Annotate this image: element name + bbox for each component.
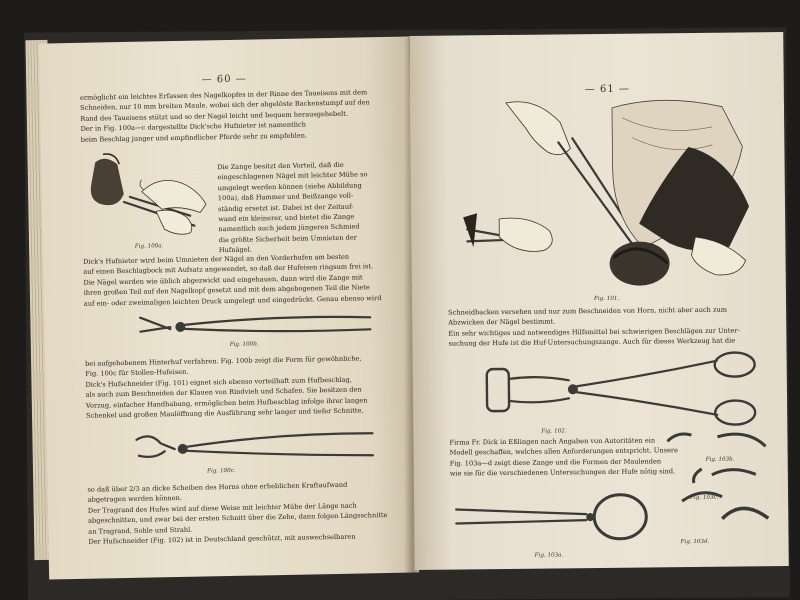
caption-fig-103b: Fig. 103b.: [705, 456, 735, 463]
caption-fig-100c: Fig. 100c.: [207, 467, 236, 475]
caption-fig-100a: Fig. 100a.: [134, 243, 164, 250]
paragraph-after-b: bei aufgehobenem Hinterhuf verfahren. Fig. 100b zeigt die Form für gewöhnliche, Fig. 100c für Stollen-Hufeisen. Dick's Hufschneider (Fig. 101) eignet sich ebenso vorteilhaft zum Hufbeschlag, als auch zum Beschneiden der Klauen von Rindvieh und Schafen. Sie besitzen den Vorzug, einfacher Handhabung, ermöglichen beim Hufbeschlag infolge ihrer langen Schenkel und großen Maulöffnung die Ausführung sehr langer und tiefer Schnitte,: [84, 354, 368, 420]
left-page: [39, 36, 419, 579]
paragraph-beside-fig: Die Zange besitzt den Vorteil, daß die eingeschlagenen Nägel mit leichter Mühe so umgelegt werden können (siehe Abbildung 100a), daß Hammer und Beißzange voll- ständig ersetzt ist. Dabei ist der Zeitauf- wand ein kleinerer, und bietet die Zange namentlich auch jedem jüngeren Schmied die größte Sicherheit beim Umnieten der Hufnägel.: [217, 160, 368, 255]
figure-101-illustration: [462, 96, 764, 295]
paragraph-bottom: so daß über 2/3 an dicke Scheiben des Horns ohne erheblichen Kraftaufwand abgetragen werden können. Der Tragrand des Hufes wird auf diese Weise mit leichter Mühe der Länge nach abgeschnitten, und zwar bei der ersten Schnitt über die Zehe, dann folgen Längsschnitte an Tragrand, Sohle und Strahl. Der Hufschneider (Fig. 102) ist in Deutschland geschützt, mit auswechselbaren: [87, 480, 388, 546]
paragraph-top: ermöglicht ein leichtes Erfassen des Nagelkopfes in der Rinne des Taueisens mit dem Schneiden, nur 10 mm breiten Maule, wobei sich der abgelöste Backenstumpf auf den Rand des Taueisens stützt und so der Nagel leicht und bequem herausgehebelt. Der in Fig. 100a—c dargestellte Dick'sche Hufnieter ist namentlich beim Beschlag junger und empfindlicher Pferde sehr zu empfehlen.: [79, 88, 370, 144]
right-page: [409, 32, 789, 570]
figure-103-jaw-shapes: [661, 426, 772, 547]
caption-fig-101: Fig. 101.: [593, 295, 620, 303]
page-number: — 61 —: [584, 83, 630, 96]
caption-fig-103c: Fig. 103c.: [690, 494, 719, 502]
caption-fig-100b: Fig. 100b.: [229, 341, 259, 348]
figure-103a-tongs: [452, 481, 653, 555]
caption-fig-102: Fig. 102.: [541, 428, 567, 435]
caption-fig-103d: Fig. 103d.: [680, 538, 710, 546]
figure-100a-illustration: [83, 140, 215, 247]
figure-100c-pincers: [130, 417, 381, 472]
page-number: — 60 —: [201, 73, 247, 86]
paragraph-mid: Dick's Hufnieter wird beim Umnieten der Nägel an den Vorderhufen am besten auf einen Beschlagbock mit Aufsatz angewendet, so daß der Hufeisen ringsum frei ist. Die Nägel werden wie üblich abgezwickt und eingehauen, dann wird die Zange mit ihren großen Teil auf den Nagelkopf gesetzt und mit dem abgebogenen Teil die Niete auf ein- oder zweimaligen leichten Druck umgelegt und eingedrückt. Genau ebenso wird: [83, 252, 382, 308]
paragraph-beside-fig: Firma Fr. Dick in Eßlingen nach Angaben von Autoritäten ein Modell geschaffen, welches allen Anforderungen entspricht. Unsere Fig. 103a—d zeigt diese Zange und die Formen der Maulenden wie sie für die verschiedenen Untersuchungen der Hufe nötig sind.: [449, 436, 678, 478]
paragraph-top: Schneidbacken versehen und nur zum Beschneiden von Horn, nicht aber auch zum Abzwicken der Nägel bestimmt. Ein sehr wichtiges und notwendiges Hilfsmittel bei schwierigen Beschlägen zur Unter- suchung der Hufe ist die Huf-Untersuchungszange. Auch für dieses Werkzeug hat die: [448, 305, 740, 348]
caption-fig-103a: Fig. 103a.: [534, 552, 564, 559]
figure-100b-pincers: [134, 299, 375, 344]
figure-102-hoof-tester: [473, 348, 774, 431]
